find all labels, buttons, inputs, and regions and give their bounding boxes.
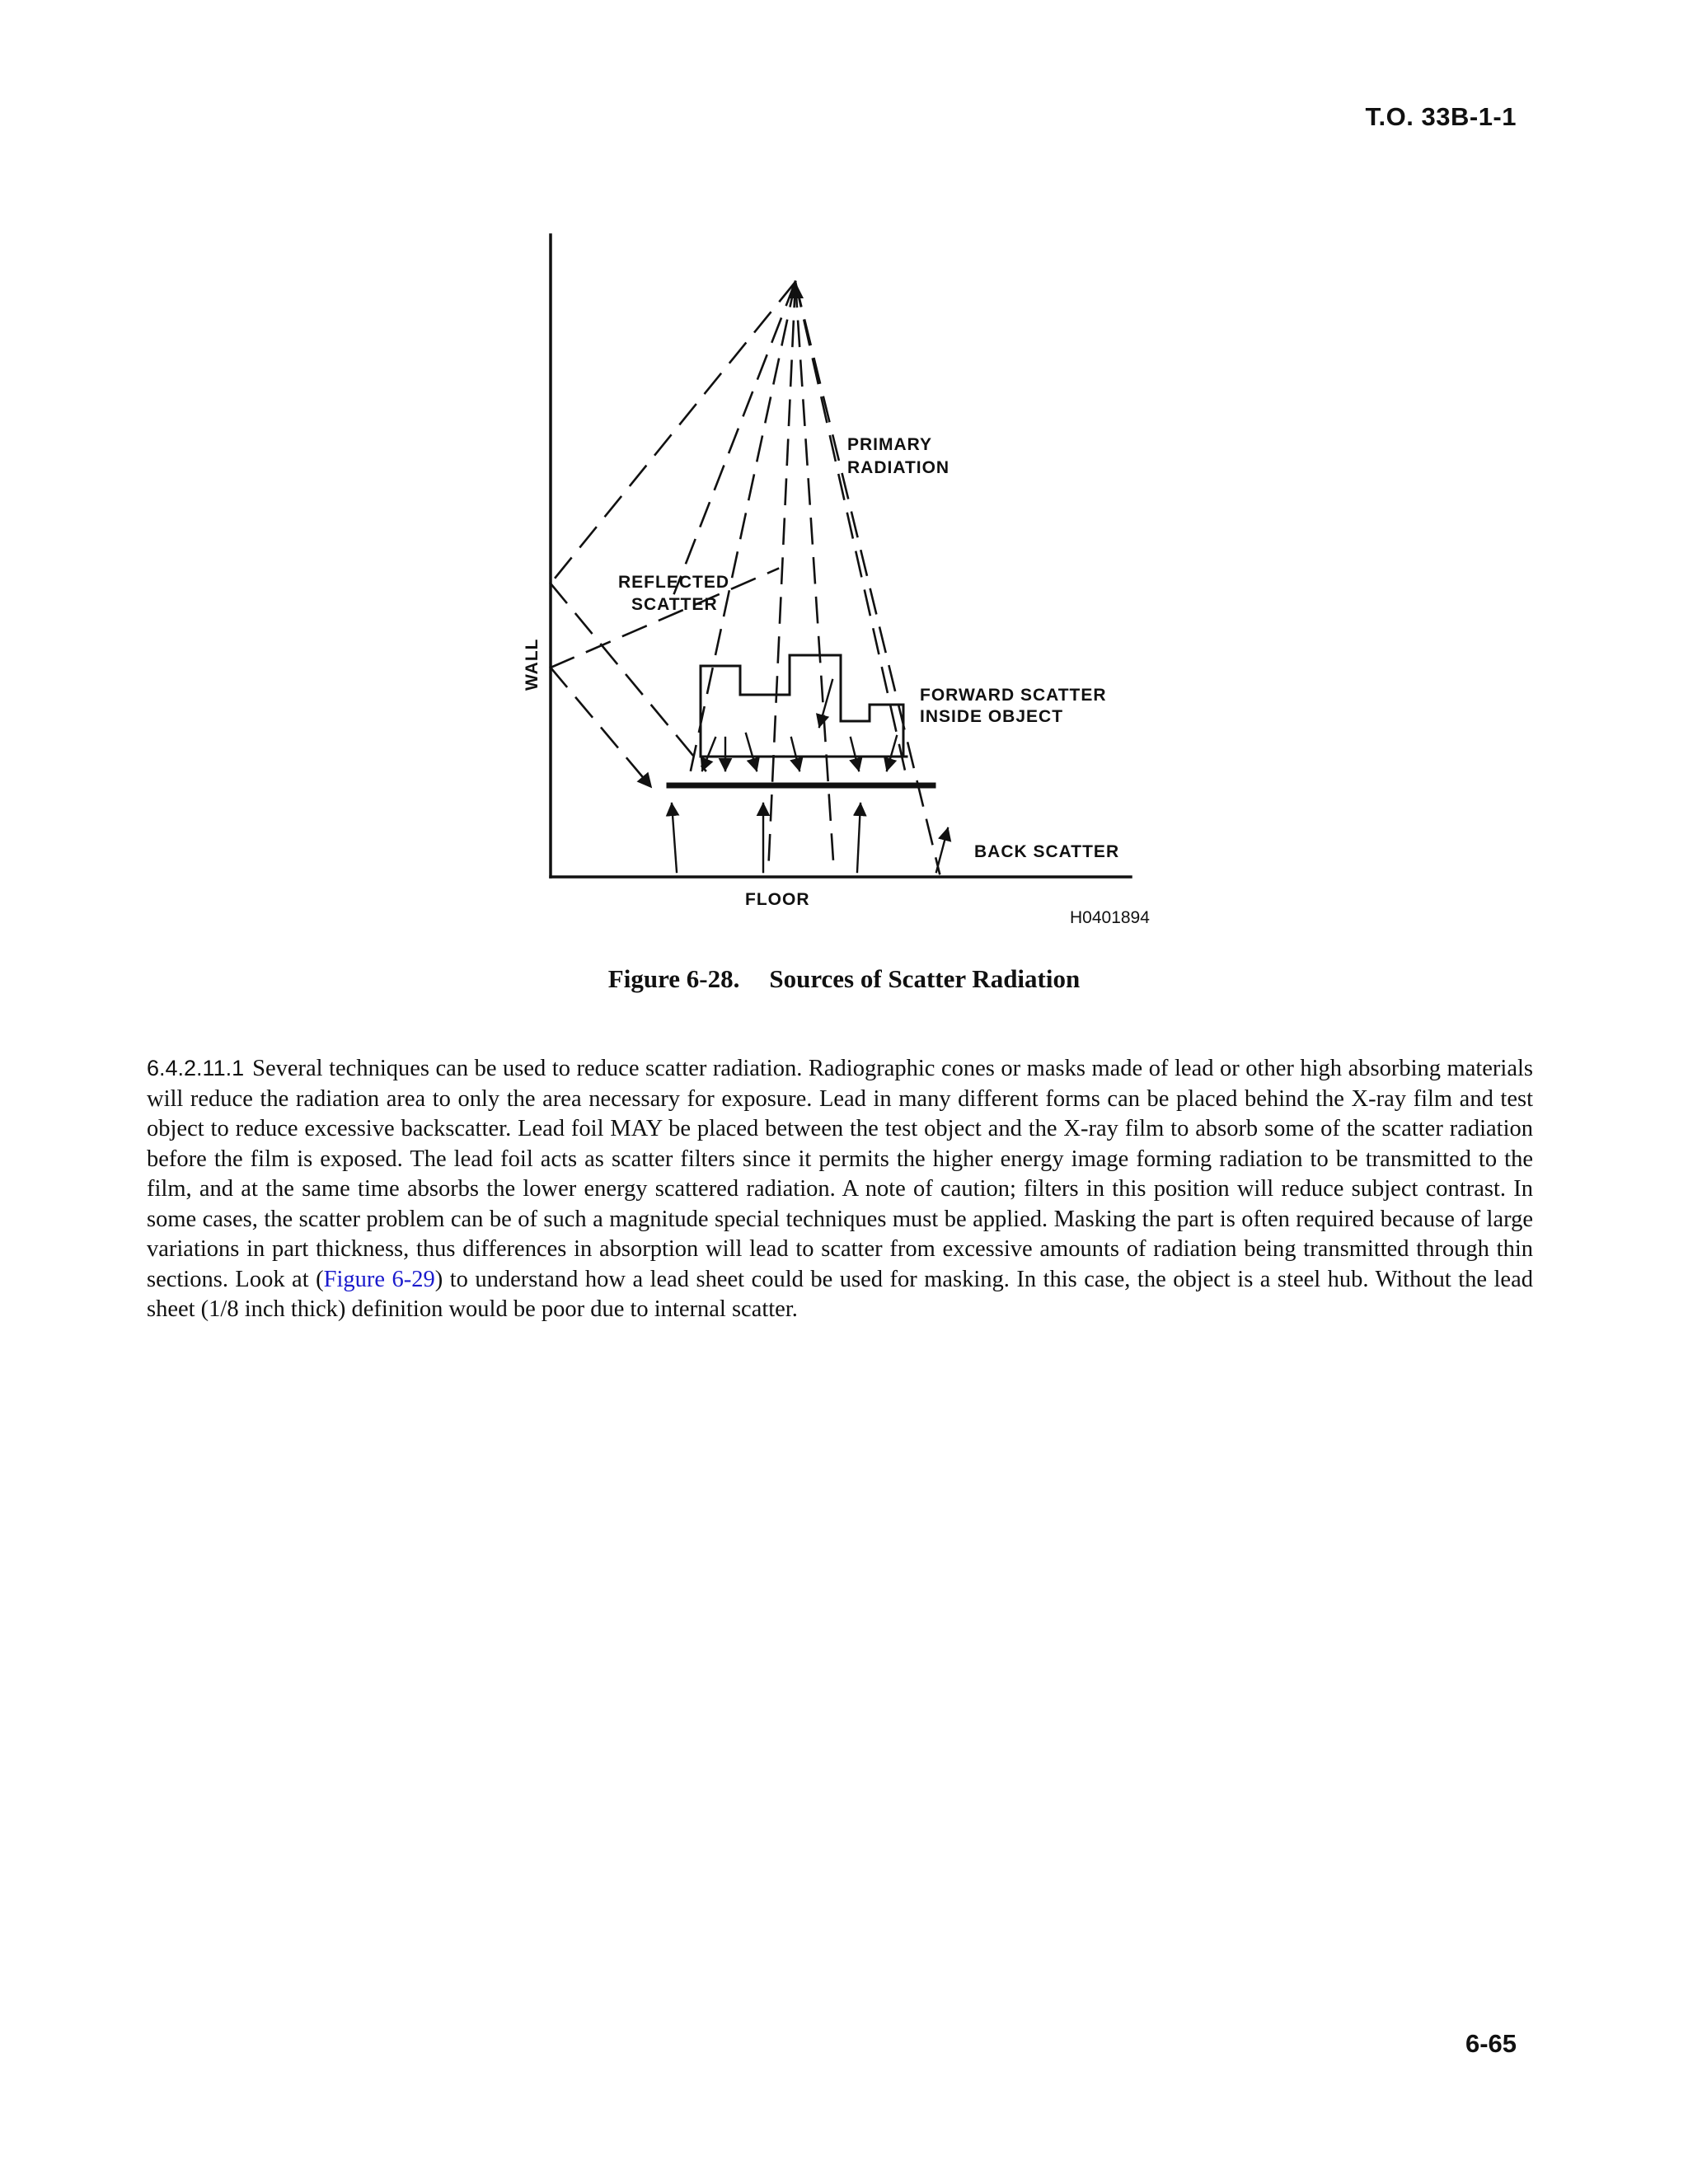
label-scatter: SCATTER [631, 595, 718, 614]
caption-title: Sources of Scatter Radiation [769, 964, 1081, 993]
scatter-radiation-figure [0, 0, 1688, 956]
label-floor: FLOOR [745, 890, 810, 909]
test-object [701, 655, 903, 757]
paragraph-text-start: Several techniques can be used to reduce scatter radiation. Radiographic cones or masks made of lead or other high absorbing materials will reduce the radiation area to only the area necessary for exposure. Lead in many different forms can be placed behind the X-ray film and test object to reduce excessive backscatter. Lead foil MAY be placed between the test object and the X-ray film to absorb some of the scatter radiation before the film is exposed. The lead foil acts as scatter filters since it permits the higher energy image forming radiation to be transmitted to the film, and at the same time absorbs the lower energy scattered radiation. A note of caution; filters in this position will reduce subject contrast. In some cases, the scatter problem can be of such a magnitude special techniques must be applied. Masking the part is often required because of large variations in part thickness, thus differences in absorption will lead to scatter from excessive amounts of radiation being transmitted through thin sections. Look at ( [147, 1056, 1533, 1292]
label-reflected: REFLECTED [618, 573, 729, 592]
paragraph-number: 6.4.2.11.1 [147, 1056, 245, 1080]
caption-number: Figure 6-28. [607, 964, 740, 993]
paragraph-text-end: ) to understand how a lead sheet could be used for masking. In this case, the object is a steel hub. Without the lead sheet (1/8 inch thick) definition would be poor due to internal scatter. [147, 1266, 1533, 1322]
figure-6-29-link[interactable]: Figure 6-29 [323, 1266, 435, 1292]
label-back-scatter: BACK SCATTER [974, 842, 1120, 861]
label-primary: PRIMARY [847, 435, 933, 454]
page-number: 6-65 [1465, 2029, 1517, 2058]
label-forward-scatter: FORWARD SCATTER [920, 686, 1107, 705]
figure-caption [0, 964, 1688, 994]
body-paragraph [147, 1053, 1533, 1325]
scatter-diagram [0, 0, 1688, 956]
figure-id: H0401894 [1070, 908, 1150, 927]
label-radiation: RADIATION [847, 458, 950, 477]
document-number: T.O. 33B-1-1 [1365, 102, 1517, 131]
label-inside-object: INSIDE OBJECT [920, 707, 1064, 726]
back-scatter-arrows [672, 804, 948, 872]
label-wall: WALL [523, 638, 542, 691]
